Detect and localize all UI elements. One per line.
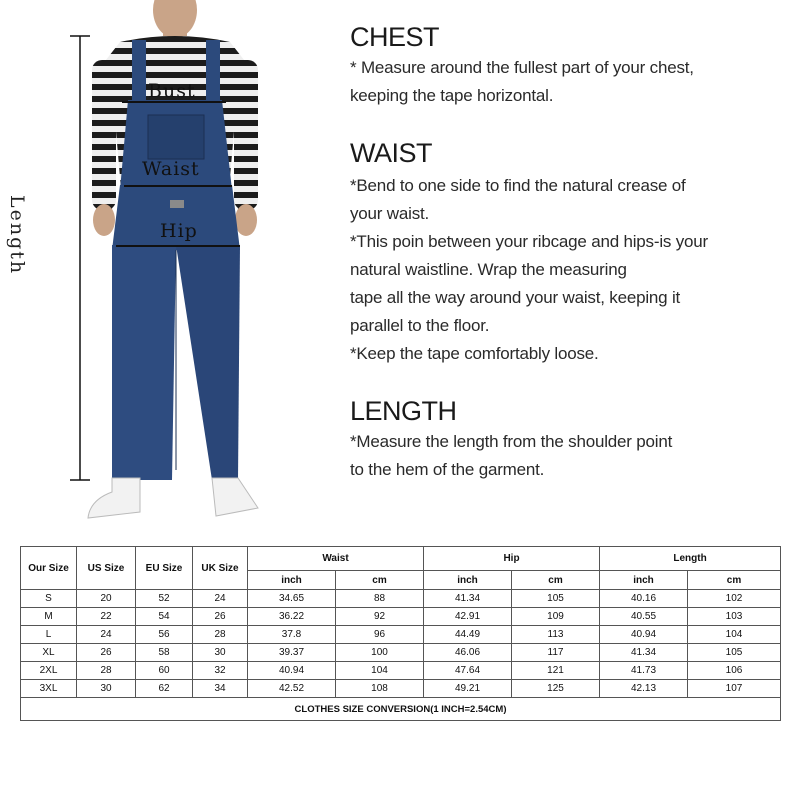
table-cell: 22 bbox=[77, 608, 136, 626]
length-header: Length bbox=[600, 547, 781, 571]
table-cell: 88 bbox=[336, 590, 424, 608]
table-cell: 49.21 bbox=[424, 680, 512, 698]
table-cell: 28 bbox=[77, 662, 136, 680]
length-title: LENGTH bbox=[350, 396, 457, 426]
table-cell: 41.34 bbox=[424, 590, 512, 608]
length-label: Length bbox=[6, 195, 28, 276]
unit-header: inch bbox=[600, 571, 688, 590]
table-cell: 39.37 bbox=[248, 644, 336, 662]
table-cell: 103 bbox=[688, 608, 781, 626]
table-cell: 107 bbox=[688, 680, 781, 698]
table-cell: 40.55 bbox=[600, 608, 688, 626]
length-line: *Measure the length from the shoulder point bbox=[350, 432, 673, 451]
chest-line: keeping the tape horizontal. bbox=[350, 86, 554, 105]
waist-line: *Bend to one side to find the natural crease of bbox=[350, 176, 686, 195]
table-cell: 28 bbox=[193, 626, 248, 644]
chest-title: CHEST bbox=[350, 22, 440, 52]
table-cell: 40.16 bbox=[600, 590, 688, 608]
table-cell: 96 bbox=[336, 626, 424, 644]
table-cell: 42.52 bbox=[248, 680, 336, 698]
table-cell: 40.94 bbox=[600, 626, 688, 644]
table-cell: 34.65 bbox=[248, 590, 336, 608]
table-cell: 26 bbox=[77, 644, 136, 662]
table-cell: 109 bbox=[512, 608, 600, 626]
waist-line: *Keep the tape comfortably loose. bbox=[350, 344, 599, 363]
unit-header: inch bbox=[248, 571, 336, 590]
unit-header: cm bbox=[336, 571, 424, 590]
table-row bbox=[21, 662, 781, 680]
table-cell: 56 bbox=[136, 626, 193, 644]
table-cell: 92 bbox=[336, 608, 424, 626]
waist-line: parallel to the floor. bbox=[350, 316, 490, 335]
table-cell: 2XL bbox=[21, 662, 77, 680]
overall-legs bbox=[112, 245, 176, 480]
table-cell: 46.06 bbox=[424, 644, 512, 662]
left-shoe bbox=[88, 478, 140, 518]
table-cell: 60 bbox=[136, 662, 193, 680]
table-cell: 54 bbox=[136, 608, 193, 626]
table-cell: M bbox=[21, 608, 77, 626]
table-row bbox=[21, 608, 781, 626]
table-cell: 47.64 bbox=[424, 662, 512, 680]
length-line: to the hem of the garment. bbox=[350, 460, 545, 479]
waist-line: natural waistline. Wrap the measuring bbox=[350, 260, 627, 279]
waist-line: *This poin between your ribcage and hips-is your bbox=[350, 232, 708, 251]
table-body bbox=[21, 590, 781, 698]
length-arrow bbox=[70, 36, 90, 480]
bust-label: Bust bbox=[148, 80, 196, 102]
waist-line: your waist. bbox=[350, 204, 430, 223]
table-cell: 105 bbox=[512, 590, 600, 608]
table-cell: 26 bbox=[193, 608, 248, 626]
table-cell: 113 bbox=[512, 626, 600, 644]
table-cell: 125 bbox=[512, 680, 600, 698]
eu-size-header: EU Size bbox=[136, 547, 193, 590]
table-cell: 37.8 bbox=[248, 626, 336, 644]
table-cell: 102 bbox=[688, 590, 781, 608]
table-cell: 52 bbox=[136, 590, 193, 608]
table-cell: 117 bbox=[512, 644, 600, 662]
table-row bbox=[21, 590, 781, 608]
table-cell: 30 bbox=[77, 680, 136, 698]
table-cell: 40.94 bbox=[248, 662, 336, 680]
table-cell: 36.22 bbox=[248, 608, 336, 626]
uk-size-header: UK Size bbox=[193, 547, 248, 590]
table-header-row bbox=[21, 547, 781, 571]
table-cell: 41.73 bbox=[600, 662, 688, 680]
table-cell: L bbox=[21, 626, 77, 644]
conversion-note: CLOTHES SIZE CONVERSION(1 INCH=2.54CM) bbox=[21, 698, 781, 721]
table-cell: 104 bbox=[336, 662, 424, 680]
table-cell: 62 bbox=[136, 680, 193, 698]
table-row bbox=[21, 680, 781, 698]
table-cell: 30 bbox=[193, 644, 248, 662]
table-cell: 44.49 bbox=[424, 626, 512, 644]
table-cell: 42.91 bbox=[424, 608, 512, 626]
table-cell: 108 bbox=[336, 680, 424, 698]
unit-header: cm bbox=[512, 571, 600, 590]
table-cell: 20 bbox=[77, 590, 136, 608]
table-cell: 3XL bbox=[21, 680, 77, 698]
table-cell: 104 bbox=[688, 626, 781, 644]
table-cell: 41.34 bbox=[600, 644, 688, 662]
waist-line: tape all the way around your waist, keeping it bbox=[350, 288, 681, 307]
table-cell: 34 bbox=[193, 680, 248, 698]
hip-header: Hip bbox=[424, 547, 600, 571]
us-size-header: US Size bbox=[77, 547, 136, 590]
table-cell: 32 bbox=[193, 662, 248, 680]
table-cell: 24 bbox=[77, 626, 136, 644]
table-cell: 106 bbox=[688, 662, 781, 680]
table-cell: 100 bbox=[336, 644, 424, 662]
table-cell: 121 bbox=[512, 662, 600, 680]
waist-title: WAIST bbox=[350, 138, 432, 168]
table-cell: 58 bbox=[136, 644, 193, 662]
table-cell: XL bbox=[21, 644, 77, 662]
table-cell: 105 bbox=[688, 644, 781, 662]
table-footer-row bbox=[21, 698, 781, 721]
size-chart-table bbox=[20, 546, 781, 721]
table-row bbox=[21, 626, 781, 644]
unit-header: inch bbox=[424, 571, 512, 590]
model-figure bbox=[0, 0, 330, 530]
table-cell: S bbox=[21, 590, 77, 608]
hip-label: Hip bbox=[160, 220, 198, 242]
table-row bbox=[21, 644, 781, 662]
table-cell: 42.13 bbox=[600, 680, 688, 698]
right-shoe bbox=[212, 478, 258, 516]
waist-header: Waist bbox=[248, 547, 424, 571]
chest-line: * Measure around the fullest part of your chest, bbox=[350, 58, 694, 77]
our-size-header: Our Size bbox=[21, 547, 77, 590]
waist-label: Waist bbox=[142, 158, 200, 180]
table-cell: 24 bbox=[193, 590, 248, 608]
unit-header: cm bbox=[688, 571, 781, 590]
